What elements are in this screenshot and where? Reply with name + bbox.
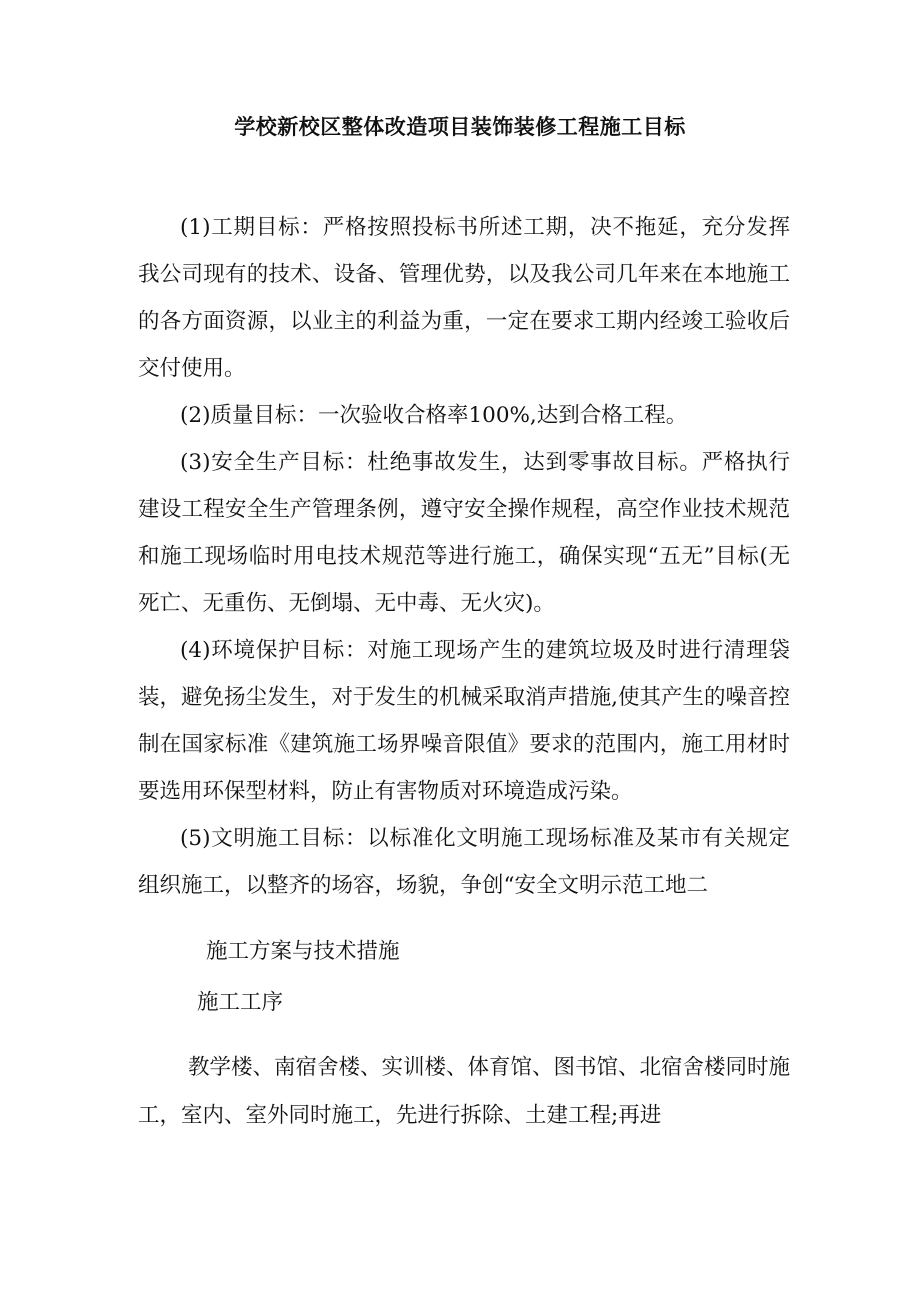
goal-paragraph-safety: (3)安全生产目标：杜绝事故发生，达到零事故目标。严格执行建设工程安全生产管理条例，遵守安全操作规程，高空作业技术规范和施工现场临时用电技术规范等进行施工，确保实现“五无”目标(无死亡、无重伤、无倒塌、无中毒、无火灾)。: [138, 450, 790, 616]
goal-paragraph-civilized: (5)文明施工目标：以标准化文明施工现场标准及某市有关规定组织施工，以整齐的场容，场貌，争创“安全文明示范工地二: [138, 826, 790, 898]
section-heading: 施工方案与技术措施: [206, 939, 400, 964]
goals-section: [138, 204, 790, 909]
process-paragraph: 教学楼、南宿舍楼、实训楼、体育馆、图书馆、北宿舍楼同时施工，室内、室外同时施工，先进行拆除、土建工程;再进: [138, 1055, 791, 1128]
subsection-heading: 施工工序: [197, 990, 284, 1015]
goal-paragraph-environment: (4)环境保护目标：对施工现场产生的建筑垃圾及时进行清理袋装，避免扬尘发生，对于发生的机械采取消声措施,使其产生的噪音控制在国家标准《建筑施工场界噪音限值》要求的范围内，施工用材时要选用环保型材料，防止有害物质对环境造成污染。: [138, 638, 790, 804]
goal-paragraph-schedule: (1)工期目标：严格按照投标书所述工期，决不拖延，充分发挥我公司现有的技术、设备、管理优势，以及我公司几年来在本地施工的各方面资源，以业主的利益为重，一定在要求工期内经竣工验收后交付使用。: [138, 215, 790, 381]
process-section: [138, 1044, 790, 1140]
goal-paragraph-quality: (2)质量目标：一次验收合格率100%,达到合格工程。: [180, 403, 688, 428]
document-title: 学校新校区整体改造项目装饰装修工程施工目标: [234, 114, 686, 139]
